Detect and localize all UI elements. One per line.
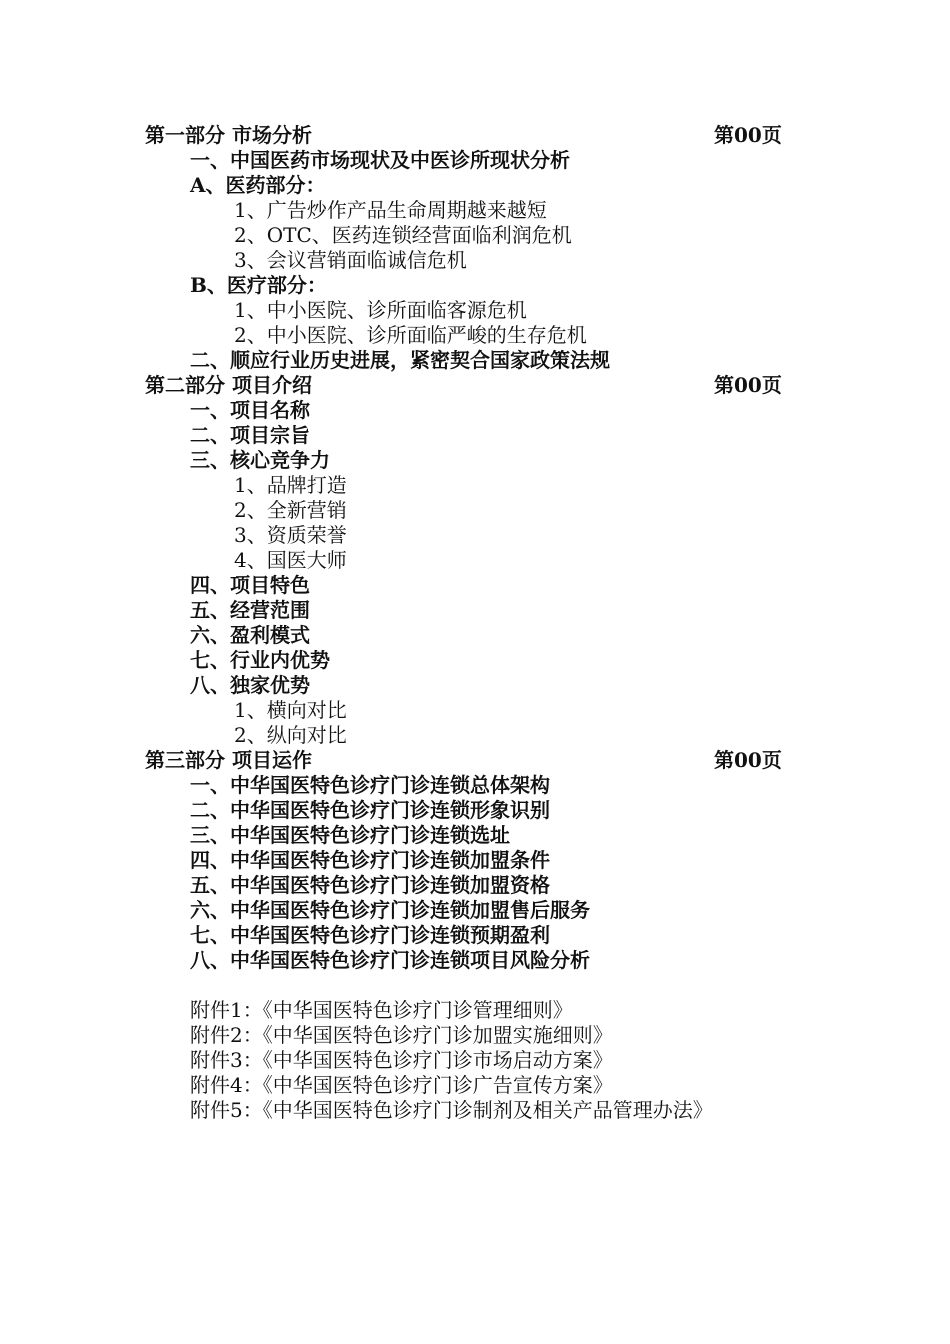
toc-part-heading[interactable] bbox=[0, 123, 950, 148]
dot-leader bbox=[320, 373, 690, 398]
toc-section[interactable]: 六、中华国医特色诊疗门诊连锁加盟售后服务 bbox=[190, 898, 590, 922]
part-title: 第二部分 项目介绍 bbox=[145, 373, 312, 397]
dot-leader bbox=[320, 123, 690, 148]
toc-subsection[interactable]: 2、OTC、医药连锁经营面临利润危机 bbox=[234, 223, 572, 247]
toc-subsection[interactable]: 2、中小医院、诊所面临严峻的生存危机 bbox=[234, 323, 587, 347]
attachment-item[interactable]: 附件2：《中华国医特色诊疗门诊加盟实施细则》 bbox=[190, 1023, 613, 1047]
toc-section[interactable]: 八、中华国医特色诊疗门诊连锁项目风险分析 bbox=[190, 948, 590, 972]
toc-section[interactable]: 一、中国医药市场现状及中医诊所现状分析 bbox=[190, 148, 570, 172]
toc-section[interactable]: 五、经营范围 bbox=[190, 598, 310, 622]
page-number: 第00页 bbox=[714, 123, 782, 147]
toc-section[interactable]: 二、中华国医特色诊疗门诊连锁形象识别 bbox=[190, 798, 550, 822]
toc-subsection[interactable]: 3、资质荣誉 bbox=[234, 523, 347, 547]
toc-subsection[interactable]: 2、纵向对比 bbox=[234, 723, 347, 747]
toc-section[interactable]: B、医疗部分： bbox=[190, 273, 327, 297]
toc-subsection[interactable]: 4、国医大师 bbox=[234, 548, 347, 572]
part-title: 第一部分 市场分析 bbox=[145, 123, 312, 147]
attachment-item[interactable]: 附件4：《中华国医特色诊疗门诊广告宣传方案》 bbox=[190, 1073, 613, 1097]
toc-subsection[interactable]: 3、会议营销面临诚信危机 bbox=[234, 248, 467, 272]
page-number: 第00页 bbox=[714, 373, 782, 397]
toc-section[interactable]: 六、盈利模式 bbox=[190, 623, 310, 647]
toc-section[interactable]: 三、中华国医特色诊疗门诊连锁选址 bbox=[190, 823, 510, 847]
toc-section[interactable]: 五、中华国医特色诊疗门诊连锁加盟资格 bbox=[190, 873, 550, 897]
toc-subsection[interactable]: 1、中小医院、诊所面临客源危机 bbox=[234, 298, 527, 322]
toc-section[interactable]: 七、行业内优势 bbox=[190, 648, 330, 672]
toc-section[interactable]: 二、顺应行业历史进展，紧密契合国家政策法规 bbox=[190, 348, 610, 372]
toc-section[interactable]: 三、核心竞争力 bbox=[190, 448, 330, 472]
toc-section[interactable]: 二、项目宗旨 bbox=[190, 423, 310, 447]
attachment-item[interactable]: 附件5：《中华国医特色诊疗门诊制剂及相关产品管理办法》 bbox=[190, 1098, 713, 1122]
toc-section[interactable]: 七、中华国医特色诊疗门诊连锁预期盈利 bbox=[190, 923, 550, 947]
toc-subsection[interactable]: 1、横向对比 bbox=[234, 698, 347, 722]
toc-section[interactable]: 四、项目特色 bbox=[190, 573, 310, 597]
toc-subsection[interactable]: 1、广告炒作产品生命周期越来越短 bbox=[234, 198, 547, 222]
page-number: 第00页 bbox=[714, 748, 782, 772]
toc-section[interactable]: A、医药部分： bbox=[190, 173, 326, 197]
toc-section[interactable]: 四、中华国医特色诊疗门诊连锁加盟条件 bbox=[190, 848, 550, 872]
toc-section[interactable]: 一、中华国医特色诊疗门诊连锁总体架构 bbox=[190, 773, 550, 797]
spacer bbox=[0, 973, 950, 998]
attachment-item[interactable]: 附件3：《中华国医特色诊疗门诊市场启动方案》 bbox=[190, 1048, 613, 1072]
toc-part-heading[interactable] bbox=[0, 748, 950, 773]
toc-section[interactable]: 八、独家优势 bbox=[190, 673, 310, 697]
toc-subsection[interactable]: 2、全新营销 bbox=[234, 498, 347, 522]
attachment-item[interactable]: 附件1：《中华国医特色诊疗门诊管理细则》 bbox=[190, 998, 573, 1022]
toc-part-heading[interactable] bbox=[0, 373, 950, 398]
toc-section[interactable]: 一、项目名称 bbox=[190, 398, 310, 422]
dot-leader bbox=[320, 748, 690, 773]
toc-subsection[interactable]: 1、品牌打造 bbox=[234, 473, 347, 497]
table-of-contents bbox=[0, 123, 950, 1123]
part-title: 第三部分 项目运作 bbox=[145, 748, 312, 772]
